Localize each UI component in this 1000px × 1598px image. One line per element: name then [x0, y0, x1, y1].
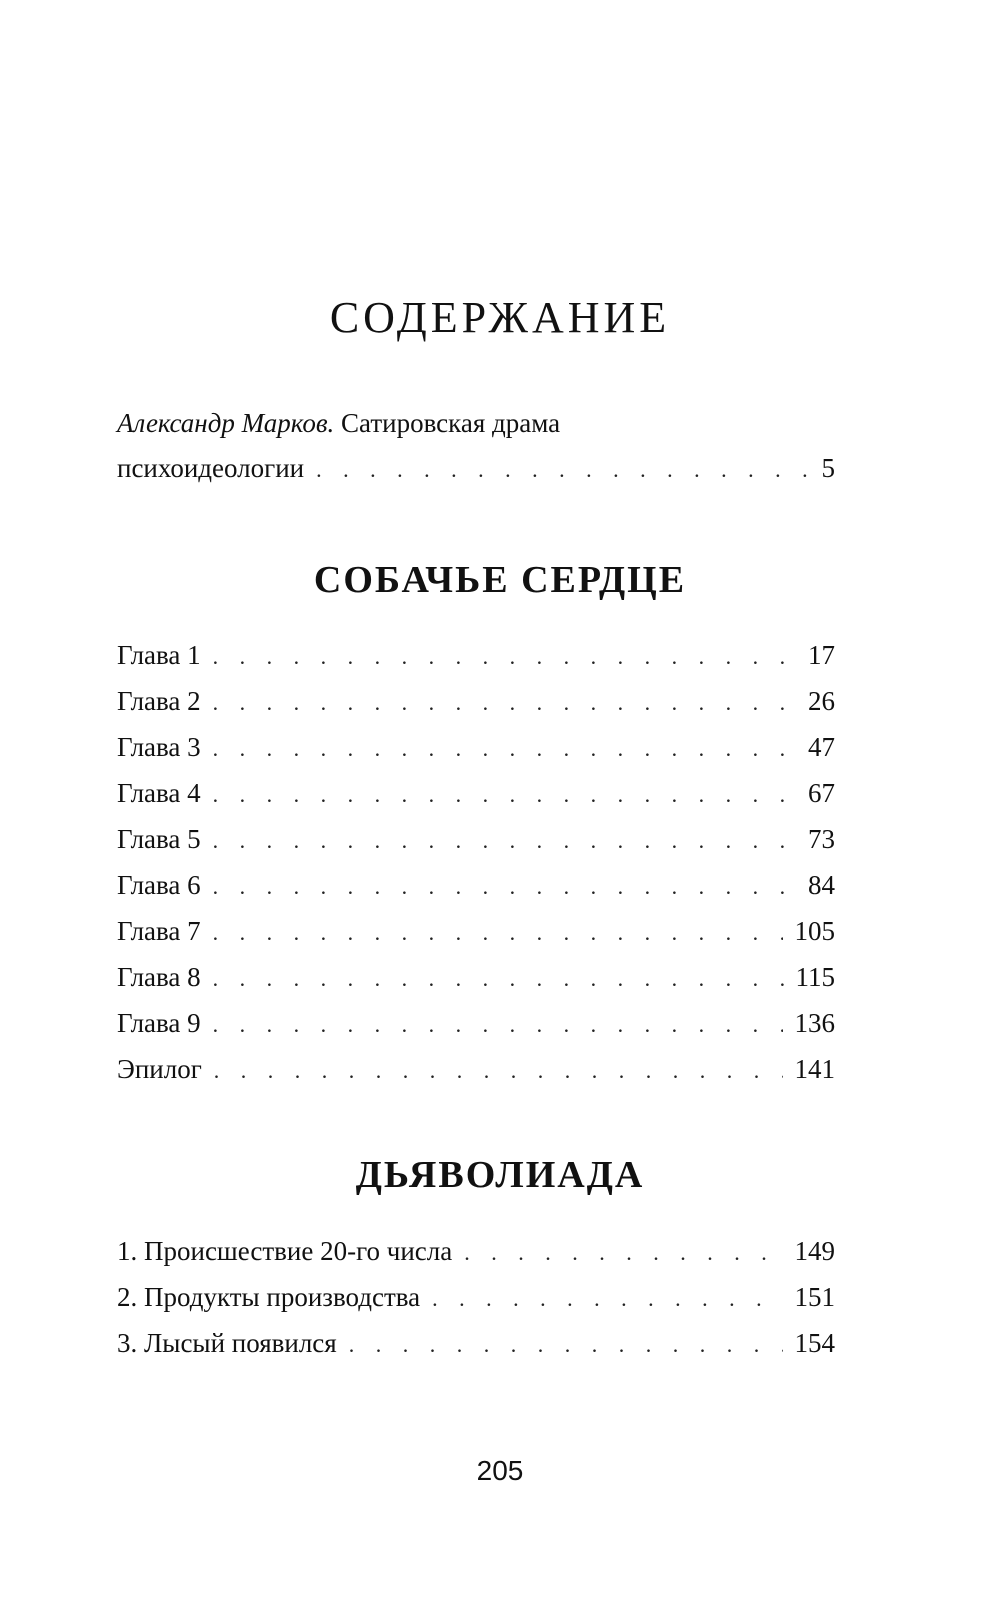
dot-leader — [349, 1322, 783, 1368]
dot-leader — [464, 1230, 782, 1276]
toc-entry-title: Глава 9 — [117, 1008, 201, 1038]
dot-leader — [213, 680, 796, 726]
toc-entry-title: 3. Лысый появился — [117, 1328, 337, 1358]
toc-entry-title: 2. Продукты производства — [117, 1282, 421, 1312]
dot-leader — [316, 447, 809, 493]
toc-page-number: 84 — [808, 870, 835, 900]
intro-title-line2: психоидеологии — [117, 453, 305, 483]
toc-entry-title: Глава 7 — [117, 916, 201, 946]
toc-row — [117, 1320, 835, 1366]
toc-page-number: 73 — [808, 824, 835, 854]
toc-page-number: 17 — [808, 640, 835, 670]
toc-row — [117, 954, 835, 1000]
dot-leader — [432, 1276, 782, 1322]
toc-row — [117, 816, 835, 862]
toc-entry-title: Глава 8 — [117, 962, 201, 992]
toc-row — [117, 1228, 835, 1274]
contents-heading: СОДЕРЖАНИЕ — [329, 293, 671, 342]
page-number: 205 — [476, 1455, 524, 1486]
toc-entry-title: Эпилог — [117, 1054, 202, 1084]
toc-row — [117, 770, 835, 816]
toc-page-number: 151 — [794, 1282, 835, 1312]
toc-row — [117, 632, 835, 678]
toc-page-number: 5 — [821, 453, 835, 483]
dot-leader — [214, 1048, 783, 1094]
toc-entry-title: Глава 6 — [117, 870, 201, 900]
toc-list-dog-heart — [117, 632, 835, 1092]
toc-row — [117, 908, 835, 954]
dot-leader — [213, 1002, 783, 1048]
toc-page-number: 141 — [794, 1054, 835, 1084]
toc-page-number: 26 — [808, 686, 835, 716]
toc-page-number: 67 — [808, 778, 835, 808]
dot-leader — [213, 864, 796, 910]
dot-leader — [213, 910, 783, 956]
toc-entry-title: Глава 3 — [117, 732, 201, 762]
toc-row — [117, 445, 835, 491]
dot-leader — [213, 956, 784, 1002]
dot-leader — [213, 726, 796, 772]
toc-entry-title: Глава 4 — [117, 778, 201, 808]
toc-page-number: 47 — [808, 732, 835, 762]
intro-title-line1: Сатировская драма — [341, 408, 561, 438]
intro-author: Александр Марков. — [117, 408, 335, 438]
intro-entry-first-line — [117, 400, 835, 446]
toc-page-number: 115 — [795, 962, 835, 992]
intro-list — [117, 445, 835, 491]
toc-page-number: 105 — [794, 916, 835, 946]
toc-entry-title: 1. Происшествие 20-го числа — [117, 1236, 453, 1266]
toc-page-number: 149 — [794, 1236, 835, 1266]
section-heading-diaboliad: ДЬЯВОЛИАДА — [355, 1154, 645, 1196]
toc-row — [117, 1000, 835, 1046]
toc-entry-title: Глава 5 — [117, 824, 201, 854]
toc-row — [117, 724, 835, 770]
toc-page-number: 154 — [794, 1328, 835, 1358]
toc-page-number: 136 — [794, 1008, 835, 1038]
dot-leader — [213, 772, 796, 818]
toc-row — [117, 862, 835, 908]
toc-list-diaboliad — [117, 1228, 835, 1366]
dot-leader — [213, 818, 796, 864]
toc-row — [117, 678, 835, 724]
section-heading-dog-heart: СОБАЧЬЕ СЕРДЦЕ — [313, 559, 687, 601]
dot-leader — [213, 634, 796, 680]
toc-entry-title: Глава 1 — [117, 640, 201, 670]
intro-entry — [117, 400, 835, 446]
toc-row — [117, 1274, 835, 1320]
toc-entry-title: Глава 2 — [117, 686, 201, 716]
toc-row — [117, 1046, 835, 1092]
